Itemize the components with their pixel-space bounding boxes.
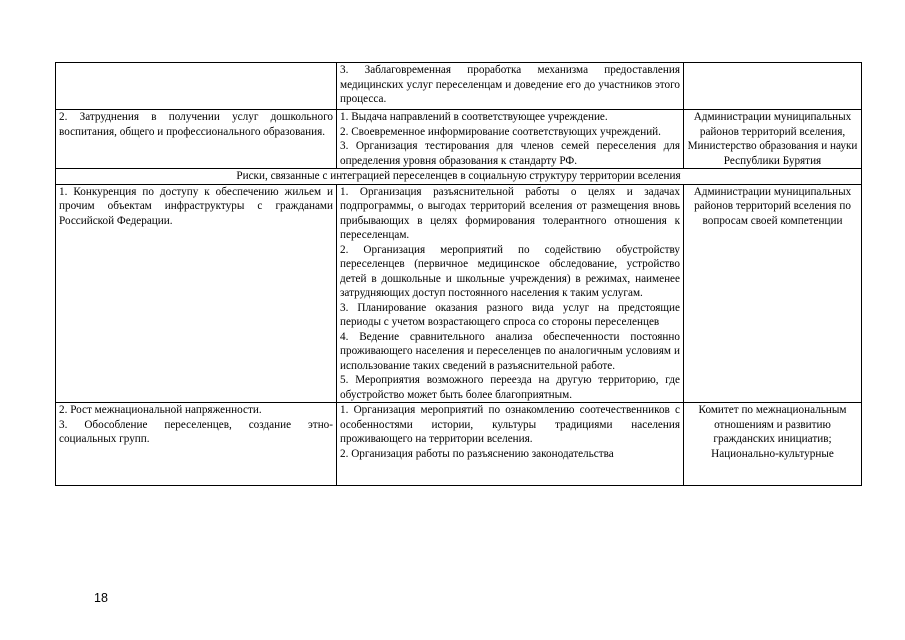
measure-item: 4. Ведение сравнительного анализа обеспеченности постоянно проживающего населения и переселенцев по аналогичным условиям и использование таких сведений в разъяснительной работе. bbox=[340, 330, 680, 372]
table-row bbox=[56, 184, 862, 403]
responsible-text: Администрации муниципальных районов территорий вселения, Министерство образования и науки Республики Бурятия bbox=[687, 111, 858, 167]
responsible-cell bbox=[684, 184, 862, 403]
table-row bbox=[56, 110, 862, 169]
table-row bbox=[56, 63, 862, 110]
risk-cell bbox=[56, 184, 337, 403]
section-heading-row bbox=[56, 169, 862, 185]
measures-cell bbox=[337, 63, 684, 110]
responsible-text: Комитет по межнациональным отношениям и развитию гражданских инициатив; Национально-культурные bbox=[698, 404, 847, 460]
measure-item: 3. Планирование оказания разного вида услуг на предстоящие периоды с учетом возрастающего спроса со стороны переселенцев bbox=[340, 301, 680, 328]
measure-item: 2. Организация работы по разъяснению законодательства bbox=[340, 447, 614, 460]
measures-cell bbox=[337, 110, 684, 169]
measure-item: 1. Организация разъяснительной работы о целях и задачах подпрограммы, о выгодах территорий вселения от размещения вновь прибывающих в целях формирования толерантного отношения к переселенцам. bbox=[340, 185, 680, 241]
section-heading: Риски, связанные с интеграцией переселенцев в социальную структуру территории вселения bbox=[56, 169, 862, 185]
measure-item: 3. Организация тестирования для членов семей переселения для определения уровня образования к стандарту РФ. bbox=[340, 140, 680, 167]
table-row bbox=[56, 403, 862, 486]
responsible-cell bbox=[684, 110, 862, 169]
risk-text: 3. Обособление переселенцев, создание этно-социальных групп. bbox=[59, 418, 333, 445]
measure-item: 1. Организация мероприятий по ознакомлению соотечественников с особенностями истории, культуры традициями населения проживающего на территории вселения. bbox=[340, 404, 680, 445]
risk-cell bbox=[56, 63, 337, 110]
responsible-cell bbox=[684, 403, 862, 486]
page-number: 18 bbox=[94, 591, 108, 605]
measure-item: 2. Своевременное информирование соответствующих учреждений. bbox=[340, 125, 661, 138]
risk-text: 2. Рост межнациональной напряженности. bbox=[59, 404, 262, 416]
responsible-cell bbox=[684, 63, 862, 110]
risk-cell bbox=[56, 403, 337, 486]
responsible-text: Администрации муниципальных районов территорий вселения по вопросам своей компетенции bbox=[693, 185, 852, 227]
risk-text: 2. Затруднения в получении услуг дошкольного воспитания, общего и профессионального образования. bbox=[59, 111, 333, 138]
risk-cell bbox=[56, 110, 337, 169]
measures-table bbox=[55, 62, 862, 486]
measures-cell bbox=[337, 184, 684, 403]
measure-item: 2. Организация мероприятий по содействию обустройству переселенцев (первичное медицинское обследование, устройство детей в дошкольные и школьные учреждения) в режимах, наименее затрудняющих доступ постоянного населения к таким услугам. bbox=[340, 243, 680, 299]
measure-item: 5. Мероприятия возможного переезда на другую территорию, где обустройство может быть более благоприятным. bbox=[340, 374, 680, 401]
measure-item: 3. Заблаговременная проработка механизма предоставления медицинских услуг переселенцам и доведение его до участников этого процесса. bbox=[340, 64, 680, 105]
measures-cell bbox=[337, 403, 684, 486]
measure-item: 1. Выдача направлений в соответствующее учреждение. bbox=[340, 111, 608, 123]
risk-text: 1. Конкуренция по доступу к обеспечению жильем и прочим объектам инфраструктуры с гражданами Российской Федерации. bbox=[59, 185, 333, 227]
